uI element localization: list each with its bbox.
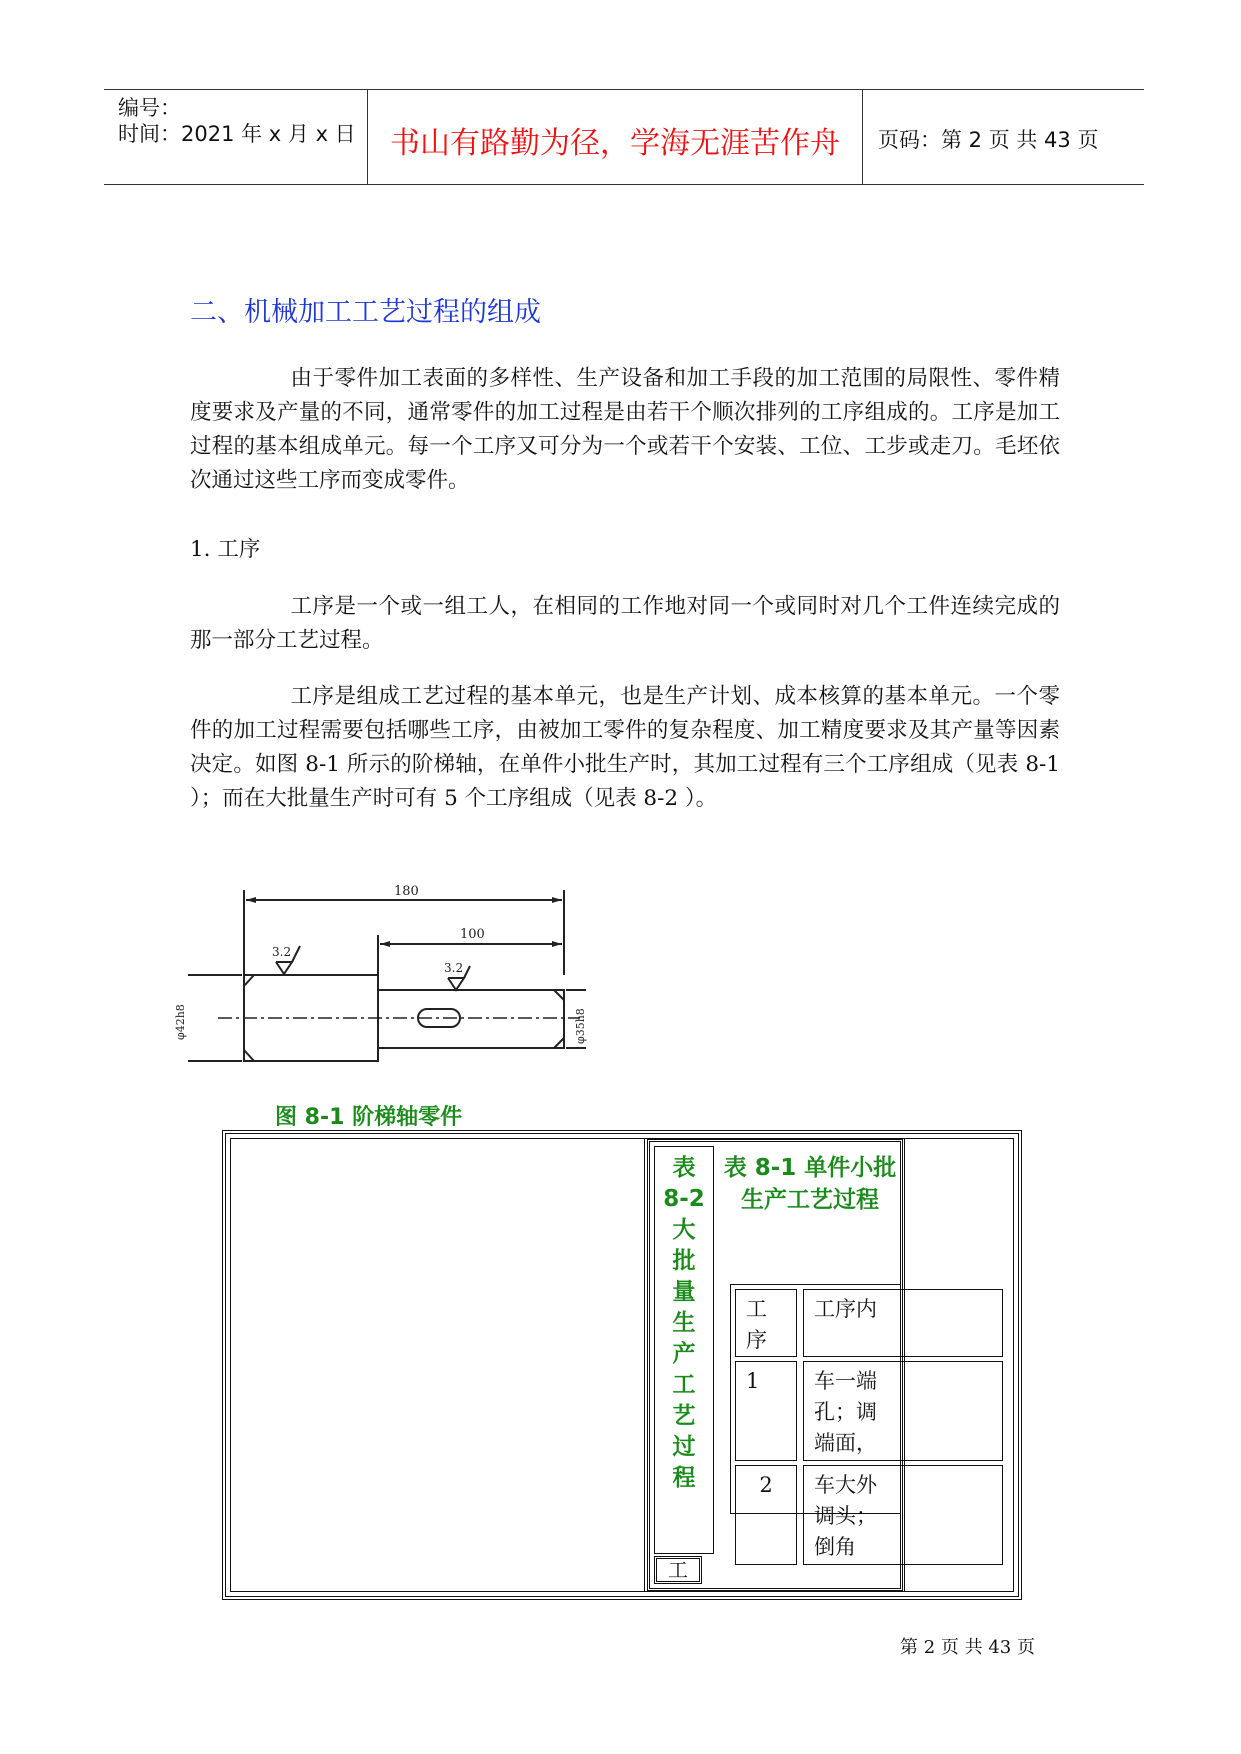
table-8-1-title: 表 8-1 单件小批生产工艺过程 <box>723 1155 897 1213</box>
empty-left-cell <box>231 1139 645 1591</box>
table-8-2-title-char: 表 <box>672 1155 696 1181</box>
table-8-2-title-char: 8-2 <box>663 1186 705 1212</box>
roughness-right-label: 3.2 <box>444 961 464 975</box>
header-cell-content: 工序内 <box>803 1289 1003 1357</box>
table-8-2-title-char: 量 <box>672 1279 696 1305</box>
table-8-2-title-char: 艺 <box>672 1403 696 1429</box>
header-page-cell <box>864 90 1144 184</box>
page-footer: 第 2 页 共 43 页 <box>900 1637 1035 1658</box>
table-8-2-title-char: 生 <box>672 1310 696 1336</box>
table-8-2-title-char: 程 <box>672 1465 696 1491</box>
table-8-2-first-cell: 工 <box>654 1556 702 1584</box>
table-8-2-title-char: 过 <box>672 1434 696 1460</box>
row-content-line: 调头； <box>814 1504 877 1528</box>
table-8-2-title-char: 批 <box>672 1248 696 1274</box>
motto: 书山有路勤为径，学海无涯苦作舟 <box>390 126 840 161</box>
table-8-2 <box>654 1146 714 1554</box>
header-cell-no: 工序 <box>735 1289 797 1357</box>
stepped-shaft-figure <box>174 880 588 1070</box>
diameter-right-label: φ35h8 <box>574 1008 587 1044</box>
table-8-1 <box>720 1146 900 1588</box>
number-label: 编号： <box>118 96 181 120</box>
roughness-left-label: 3.2 <box>272 945 292 959</box>
table-8-1-grid <box>730 1284 900 1559</box>
table-8-2-title <box>655 1153 713 1494</box>
row-content-line: 车一端 <box>814 1369 877 1393</box>
intro-paragraph <box>190 362 1060 498</box>
table-8-2-title-char: 产 <box>672 1341 696 1367</box>
dim-right-label: 100 <box>460 927 485 942</box>
figure-caption: 图 8-1 阶梯轴零件 <box>275 1105 463 1130</box>
diameter-left-label: φ42h8 <box>174 1004 187 1040</box>
item1-p1-text: 工序是一个或一组工人，在相同的工作地对同一个或同时对几个工件连续完成的那一部分工艺过程。 <box>190 594 1060 653</box>
empty-right-cell <box>904 1139 1013 1591</box>
dim-total-label: 180 <box>394 884 419 899</box>
item1-title: 1. 工序 <box>190 537 261 562</box>
intro-text: 由于零件加工表面的多样性、生产设备和加工手段的加工范围的局限性、零件精度要求及产量的不同，通常零件的加工过程是由若干个顺次排列的工序组成的。工序是加工过程的基本组成单元。每一个工序又可分为一个或若干个安装、工位、工步或走刀。毛坯依次通过这些工序而变成零件。 <box>190 366 1060 493</box>
row-content-line: 车大外 <box>814 1473 877 1497</box>
process-tables-frame <box>222 1130 1022 1600</box>
page-header <box>104 89 1144 185</box>
item1-p2-text: 工序是组成工艺过程的基本单元，也是生产计划、成本核算的基本单元。一个零件的加工过程需要包括哪些工序，由被加工零件的复杂程度、加工精度要求及其产量等因素决定。如图 8-1 所示的阶梯轴，在单件小批生产时，其加工过程有三个工序组成（见表 8-1 ）；而在大批量生产时可有 5 个工序组成（见表 8-2 ）。 <box>190 684 1060 811</box>
item1-paragraph1 <box>190 590 1060 658</box>
table-8-2-title-char: 大 <box>672 1217 696 1243</box>
tables-middle-cell <box>647 1139 903 1591</box>
item1-paragraph2 <box>190 680 1060 816</box>
row-content-line: 孔；调 <box>814 1400 877 1424</box>
table-8-2-title-char: 工 <box>672 1372 696 1398</box>
row-content-line: 端面， <box>814 1431 877 1455</box>
shaft-drawing <box>174 880 588 1070</box>
section-heading: 二、机械加工工艺过程的组成 <box>190 297 541 328</box>
time-label: 时间：2021 年 x 月 x 日 <box>118 122 356 146</box>
page-label: 页码：第 2 页 共 43 页 <box>878 128 1099 152</box>
row-no-cell: 2 <box>735 1465 797 1565</box>
process-tables-inner <box>230 1138 1014 1592</box>
header-motto-cell <box>368 90 863 184</box>
row-no-cell: 1 <box>735 1361 797 1461</box>
header-info-cell <box>104 90 368 184</box>
row-content-line: 倒角 <box>814 1535 856 1559</box>
